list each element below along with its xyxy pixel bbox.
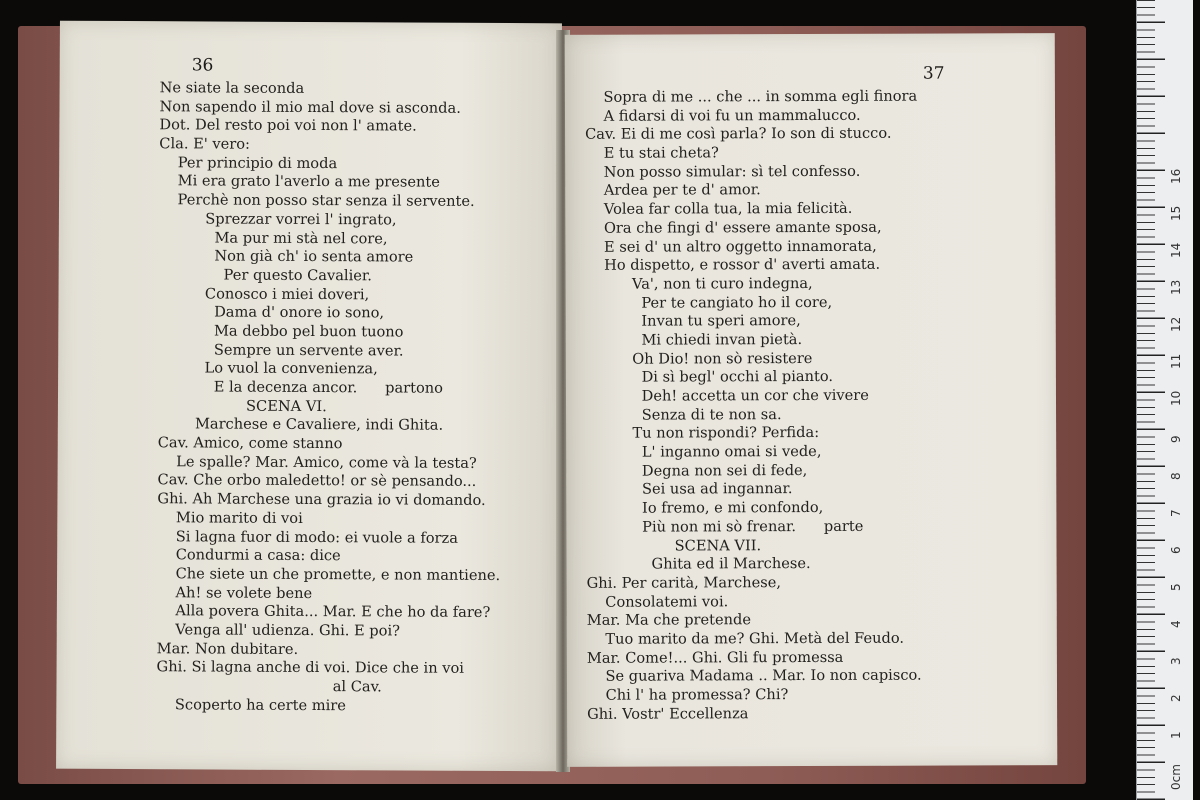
ruler-mark-label: 12 (1169, 316, 1183, 332)
ruler-mark-label: 8 (1169, 472, 1183, 480)
text-line: Ghita ed il Marchese. (586, 555, 811, 573)
text-line: A fidarsi di voi fu un mammalucco. (584, 106, 861, 125)
text-line: Va', non ti curo indegna, (585, 274, 813, 293)
text-line: Marchese e Cavaliere, indi Ghita. (157, 415, 444, 435)
ruler-mark-label: 1 (1169, 731, 1183, 739)
text-line: Condurmi a casa: dice (157, 546, 341, 565)
text-line: Mio marito di voi (157, 509, 303, 527)
left-page-number: 36 (191, 55, 214, 76)
text-line: Mi era grato l'averlo a me presente (159, 172, 441, 192)
ruler-mark-label: 4 (1169, 620, 1183, 628)
text-line: Ghi. Per carità, Marchese, (586, 573, 782, 592)
text-line: Cav. Ei di me così parla? Io son di stucco. (585, 125, 892, 144)
text-line: Di sì begl' occhi al pianto. (585, 368, 834, 387)
ruler-mark-label: 16 (1169, 168, 1183, 184)
text-line: Cav. Che orbo maledetto! or sè pensando... (157, 471, 477, 491)
text-line: SCENA VI. (157, 396, 327, 415)
text-line: Dot. Del resto poi voi non l' amate. (159, 116, 417, 135)
ruler-mark-label: 3 (1169, 657, 1183, 665)
text-line: Mi chiedi invan pietà. (585, 330, 803, 349)
text-line: Mar. Ma che pretende (586, 611, 752, 630)
text-line: Ardea per te d' amor. (585, 181, 761, 200)
right-page-number: 37 (922, 63, 945, 84)
text-line: Lo vuol la convenienza, (158, 359, 378, 378)
text-line: Dama d' onore io sono, (158, 303, 385, 322)
text-line: Ma pur mi stà nel core, (158, 228, 388, 247)
ruler-mark-label: 11 (1169, 353, 1183, 369)
text-line: Ghi. Vostr' Eccellenza (587, 704, 749, 723)
right-page-text (585, 88, 922, 725)
text-line: Consolatemi voi. (586, 592, 729, 611)
ruler-major-ticks (1137, 0, 1165, 800)
ruler-mark-label: 6 (1169, 546, 1183, 554)
ruler-mark-label: 13 (1169, 279, 1183, 295)
text-line: Io fremo, e mi confondo, (586, 499, 824, 517)
text-line: Alla povera Ghita... Mar. E che ho da fare? (156, 602, 491, 622)
right-page (565, 33, 1058, 767)
text-line: Cla. E' vero: (159, 135, 251, 153)
ruler-mark-label: 15 (1169, 205, 1183, 221)
text-line: Non già ch' io senta amore (158, 247, 414, 266)
text-line: Invan tu speri amore, (585, 312, 801, 331)
text-line: Sei usa ad ingannar. (586, 480, 793, 499)
ruler-zero-label: 0cm (1169, 764, 1183, 790)
text-line: Chi l' ha promessa? Chi? (586, 686, 789, 704)
text-line: Per principio di moda (159, 153, 338, 172)
text-line: Non sapendo il mio mal dove si asconda. (159, 97, 461, 117)
ruler-mark-label: 14 (1169, 242, 1183, 258)
text-line: Ne siate la seconda (159, 79, 305, 97)
text-line: Sopra di me ... che ... in somma egli finora (584, 87, 918, 106)
ruler-mark-label: 9 (1169, 435, 1183, 443)
text-line: Che siete un che promette, e non mantiene. (157, 565, 501, 584)
text-line: Non posso simular: sì tel confesso. (585, 162, 861, 181)
text-line: Ho dispetto, e rossor d' averti amata. (585, 255, 881, 274)
left-page (56, 21, 562, 772)
ruler-mark-label: 7 (1169, 509, 1183, 517)
text-line: L' inganno omai si vede, (586, 443, 822, 461)
text-line: Tu non rispondi? Perfida: (586, 424, 820, 443)
text-line: Se guariva Madama .. Mar. Io non capisco. (586, 666, 922, 686)
text-line: Scoperto ha certe mire (156, 695, 346, 714)
text-line: Conosco i miei doveri, (158, 284, 370, 303)
text-line: Sprezzar vorrei l' ingrato, (158, 210, 397, 229)
ruler-mark-label: 2 (1169, 694, 1183, 702)
text-line: Cav. Amico, come stanno (157, 434, 343, 453)
text-line: Perchè non posso star senza il servente. (158, 191, 475, 210)
text-line: Degna non sei di fede, (586, 461, 808, 480)
text-line: Venga all' udienza. Ghi. E poi? (156, 621, 401, 640)
text-line: Ghi. Ah Marchese una grazia io vi domando. (157, 490, 486, 510)
text-line: Ma debbo pel buon tuono (158, 322, 404, 341)
text-line: Per questo Cavalier. (158, 266, 372, 285)
text-line: Deh! accetta un cor che vivere (585, 386, 869, 405)
text-line: Sempre un servente aver. (158, 340, 404, 360)
text-line: Tuo marito da me? Ghi. Metà del Feudo. (586, 629, 905, 648)
text-line: Ah! se volete bene (156, 583, 313, 602)
text-line: Volea far colla tua, la mia felicità. (585, 199, 853, 218)
text-line: E la decenza ancor. partono (158, 378, 444, 397)
text-line: Ora che fingi d' essere amante sposa, (585, 218, 882, 237)
text-line: Le spalle? Mar. Amico, come và la testa? (157, 452, 477, 472)
text-line: Senza di te non sa. (586, 405, 782, 424)
left-page-text (156, 79, 502, 716)
text-line: Oh Dio! non sò resistere (585, 349, 813, 368)
text-line: Si lagna fuor di modo: ei vuole a forza (157, 527, 458, 547)
text-line: E sei d' un altro oggetto innamorata, (585, 237, 877, 256)
ruler-mark-label: 5 (1169, 583, 1183, 591)
measuring-ruler (1136, 0, 1193, 800)
text-line: SCENA VII. (586, 536, 762, 555)
text-line: Per te cangiato ho il core, (585, 293, 833, 312)
text-line: Mar. Come!... Ghi. Gli fu promessa (586, 648, 844, 667)
ruler-mark-label: 10 (1169, 390, 1183, 406)
text-line: Ghi. Si lagna anche di voi. Dice che in voi (156, 658, 465, 678)
text-line: Più non mi sò frenar. parte (586, 517, 864, 536)
text-line: E tu stai cheta? (585, 144, 719, 162)
text-line: Mar. Non dubitare. (156, 639, 299, 658)
text-line: al Cav. (156, 677, 382, 696)
